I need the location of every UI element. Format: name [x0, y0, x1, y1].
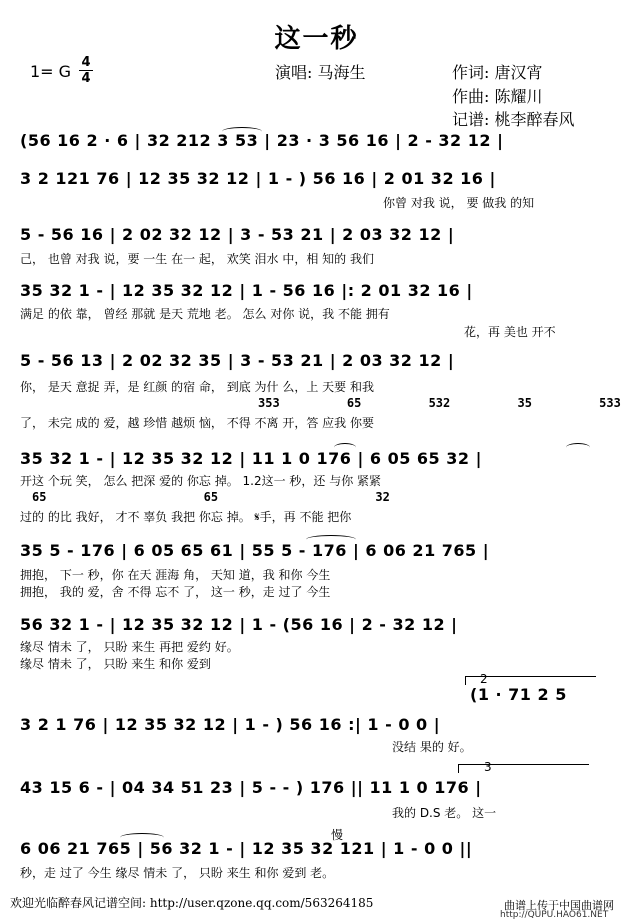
lyric-row-8: 过的 的比 我好， 才不 辜负 我把 你忘 掉。 𝄋手，再 不能 把你: [20, 510, 352, 524]
transcriber-credit: 记谱: 桃李醉春风: [452, 110, 575, 129]
volta-bracket-3: [458, 764, 589, 773]
notation-row-3: 5 - 56 16 | 2 02 32 12 | 3 - 53 21 | 2 03 32 12 |: [20, 225, 455, 244]
lyric-row-10b: 缘尽 情未 了， 只盼 来生 和你 爱到: [20, 657, 211, 671]
score-title: 这一秒: [274, 24, 359, 54]
notation-row-13: 43 15 6 - | 04 34 51 23 | 5 - - ) 176 || 11 1 0 176 |: [20, 778, 482, 797]
meter-top: 4: [81, 55, 91, 70]
lyric-row-13: 我的 D.S 老。 这一: [392, 806, 497, 820]
singer-credit: 演唱: 马海生: [275, 63, 366, 82]
lyric-row-7: 开这 个玩 笑， 怎么 把深 爱的 你忘 掉。 1.2这一 秒，还 与你 紧紧: [20, 474, 382, 488]
notation-row-5: 5 - 56 13 | 2 02 32 35 | 3 - 53 21 | 2 03 32 12 |: [20, 351, 455, 370]
volta-number-2: 2: [480, 672, 488, 686]
tie-mark: [566, 443, 590, 452]
notation-row-11: (1 · 71 2 5: [470, 685, 567, 704]
notation-row-9: 35 5 - 176 | 6 05 65 61 | 55 5 - 176 | 6 06 21 765 |: [20, 541, 490, 560]
lyric-row-4a: 满足 的依 靠， 曾经 那就 是天 荒地 老。 怎么 对你 说，我 不能 拥有: [20, 307, 390, 321]
tie-mark: [120, 833, 164, 842]
notation-row-4: 35 32 1 - | 12 35 32 12 | 1 - 56 16 |: 2 01 32 16 |: [20, 281, 473, 300]
notation-row-7: 35 32 1 - | 12 35 32 12 | 11 1 0 176 | 6 05 65 32 |: [20, 449, 482, 468]
lyric-row-10a: 缘尽 情未 了， 只盼 来生 再把 爱约 好。: [20, 640, 239, 654]
lyric-row-14: 秒，走 过了 今生 缘尽 情未 了， 只盼 来生 和你 爱到 老。: [20, 866, 335, 880]
alt-notes-row-5: 353 65 532 35 533: [258, 396, 621, 410]
volta-number-3: 3: [484, 760, 492, 774]
tie-mark: [334, 443, 356, 452]
lyric-row-6: 了， 未完 成的 爱，越 珍惜 越烦 恼， 不得 不离 开，答 应我 你要: [20, 416, 374, 430]
notation-row-2: 3 2 121 76 | 12 35 32 12 | 1 - ) 56 16 | 2 01 32 16 |: [20, 169, 496, 188]
lyric-row-3: 己， 也曾 对我 说，要 一生 在一 起， 欢笑 泪水 中，相 知的 我们: [20, 252, 374, 266]
notation-row-12: 3 2 1 76 | 12 35 32 12 | 1 - ) 56 16 :| 1 - 0 0 |: [20, 715, 441, 734]
notation-row-1: (56 16 2 · 6 | 32 212 3 53 | 23 · 3 56 16 | 2 - 32 12 |: [20, 131, 504, 150]
footer-link[interactable]: 欢迎光临醉春风记谱空间: http://user.qzone.qq.com/563264185: [10, 896, 374, 910]
lyric-row-12: 没结 果的 好。: [392, 740, 472, 754]
composer-credit: 作曲: 陈耀川: [452, 87, 543, 106]
lyric-row-9b: 拥抱， 我的 爱，舍 不得 忘不 了， 这一 秒，走 过了 今生: [20, 585, 331, 599]
tie-mark: [222, 127, 262, 136]
lyric-row-2: 你曾 对我 说， 要 做我 的知: [383, 196, 535, 210]
lyric-row-5: 你， 是天 意捉 弄，是 红颜 的宿 命， 到底 为什 么，上 天要 和我: [20, 380, 374, 394]
lyricist-credit: 作词: 唐汉宵: [452, 63, 543, 82]
tie-mark: [306, 535, 356, 544]
lyric-row-4b: 花，再 美也 开不: [464, 325, 556, 339]
alt-notes-row-7: 65 65 32: [32, 490, 390, 504]
meter-bottom: 4: [81, 71, 91, 86]
key-signature: 1= G: [30, 62, 72, 81]
time-signature: [79, 56, 93, 85]
tempo-mark: 慢: [331, 828, 344, 842]
lyric-row-9a: 拥抱， 下一 秒，你 在天 涯海 角， 天知 道，我 和你 今生: [20, 568, 331, 582]
site-url: http://QUPU.HAO61.NET: [500, 910, 609, 920]
site-watermark: 曲谱上传于中国曲谱网: [504, 899, 614, 912]
notation-row-14: 6 06 21 765 | 56 32 1 - | 12 35 32 121 | 1 - 0 0 ||: [20, 839, 473, 858]
notation-row-10: 56 32 1 - | 12 35 32 12 | 1 - (56 16 | 2 - 32 12 |: [20, 615, 458, 634]
